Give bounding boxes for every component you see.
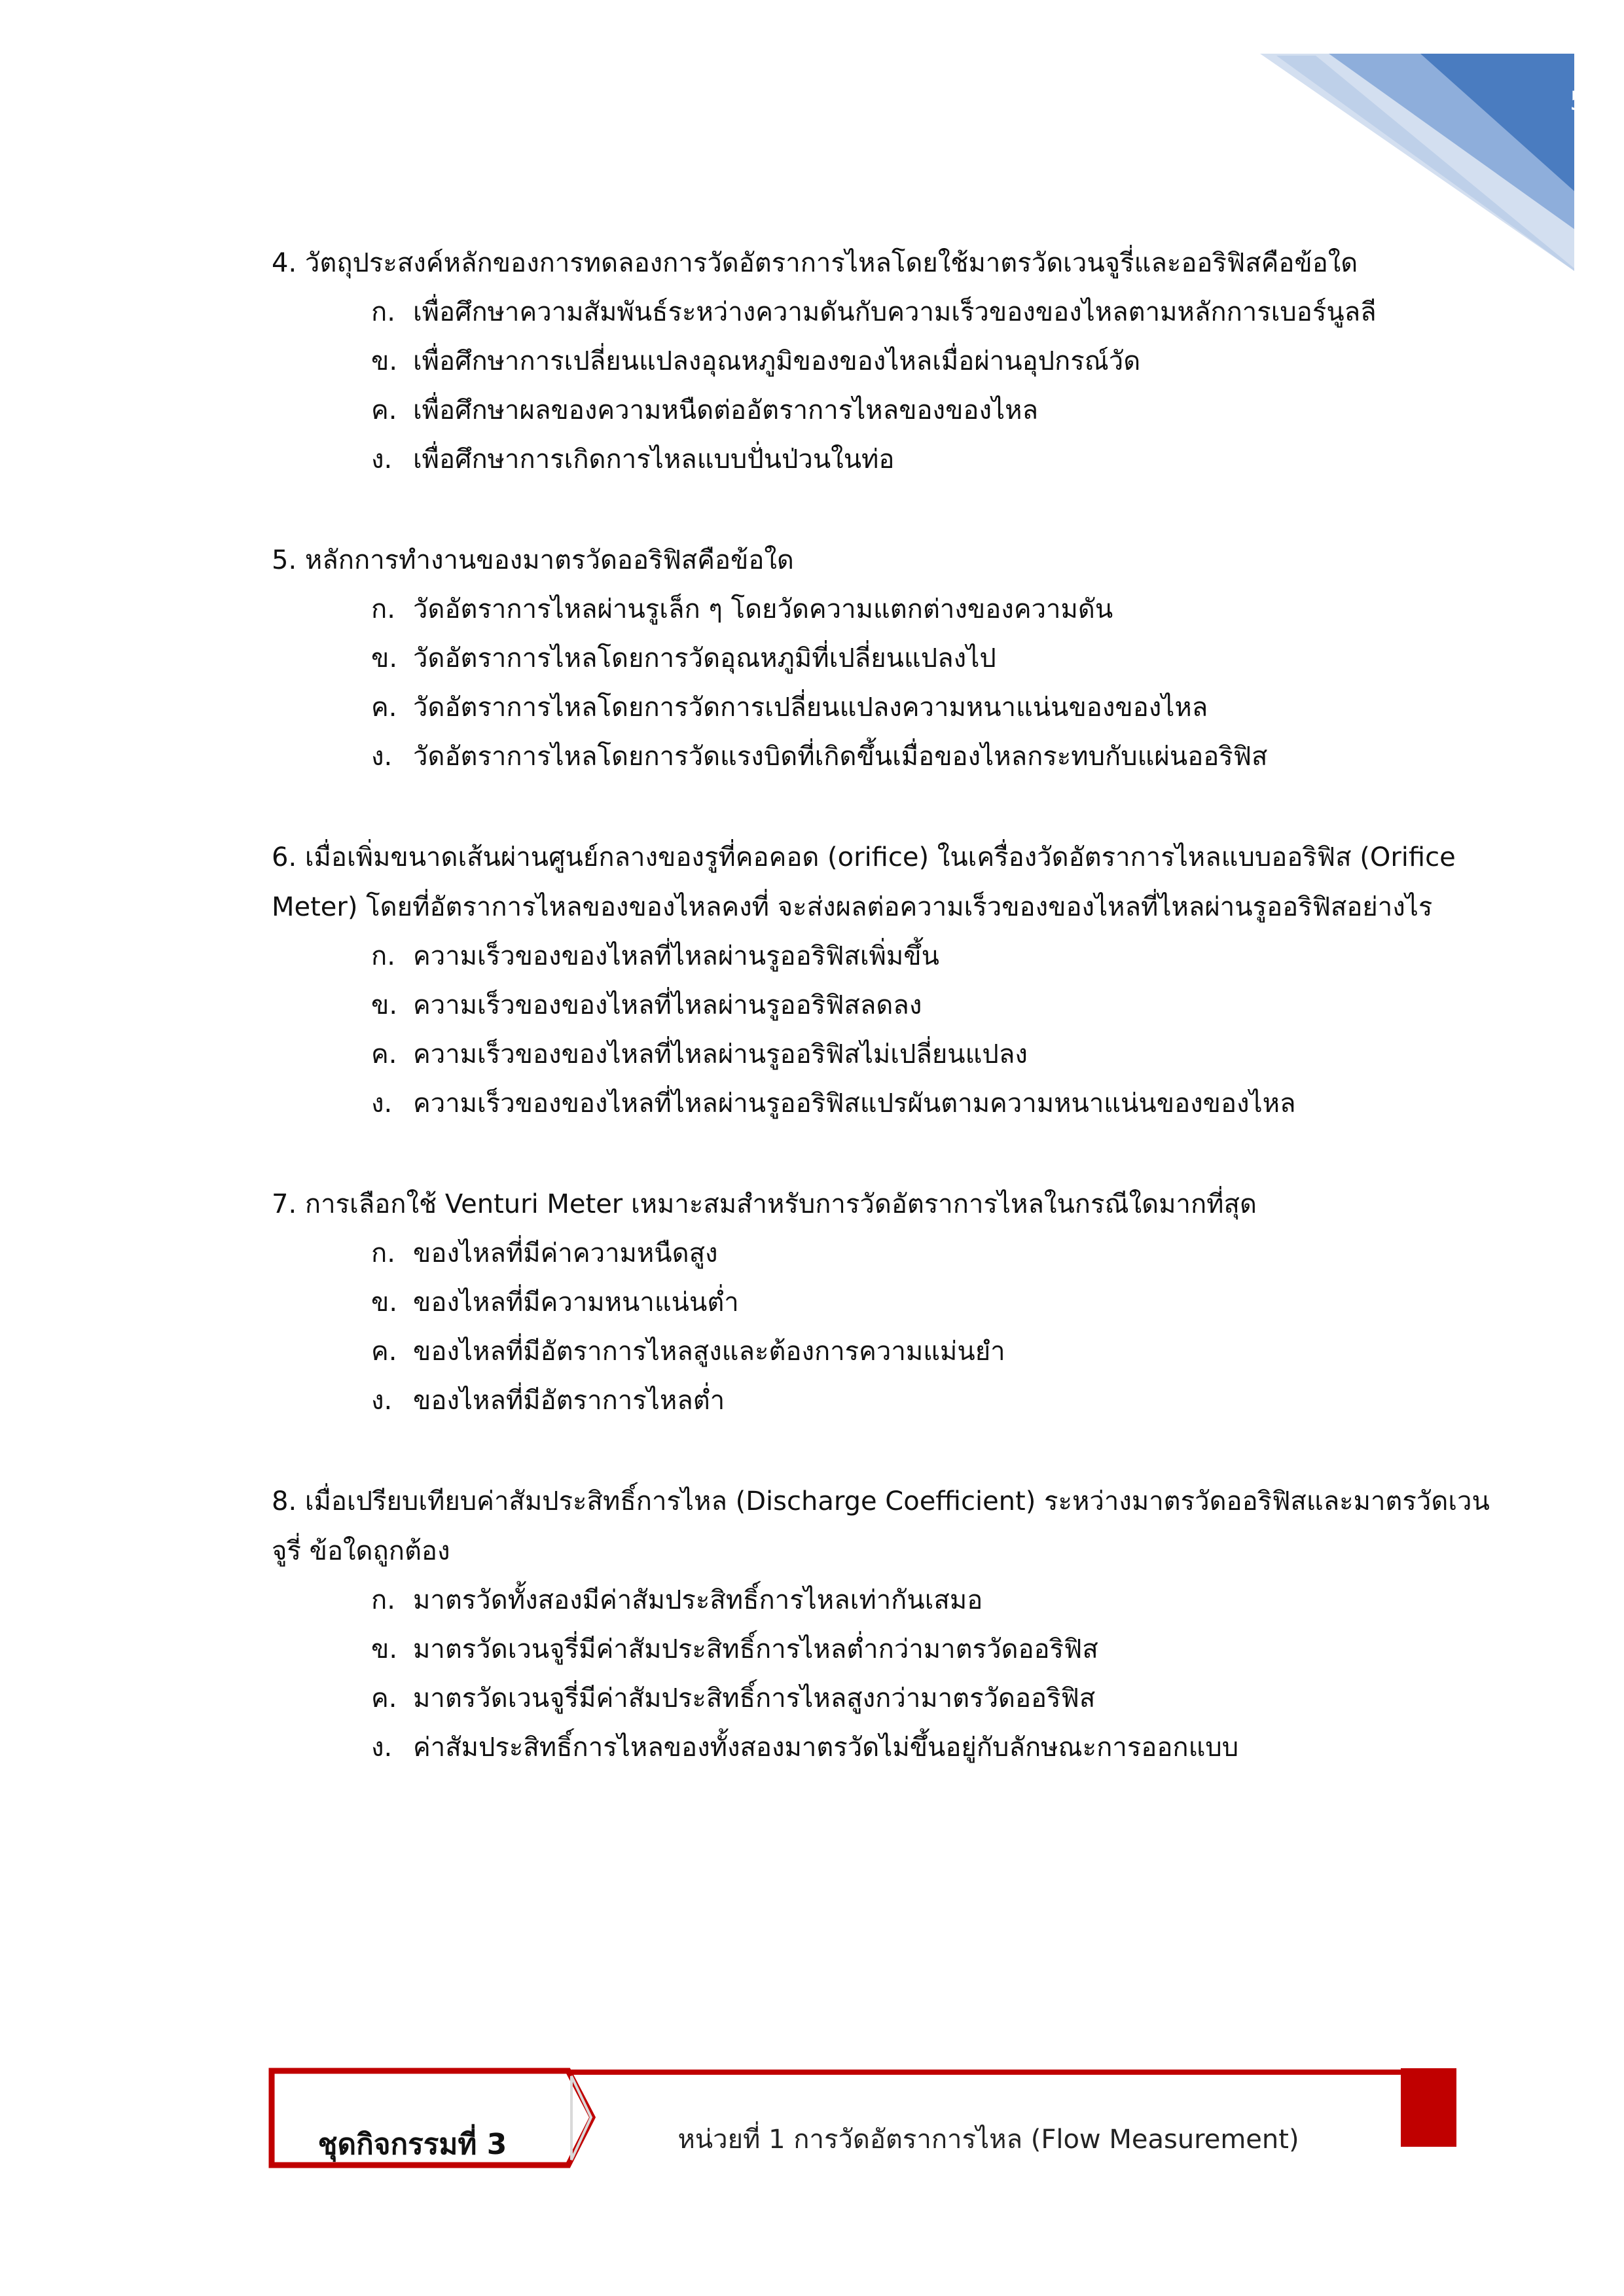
- option-text: ของไหลที่มีอัตราการไหลสูงและต้องการความแม่นยำ: [413, 1336, 1005, 1367]
- question-text: 8. เมื่อเปรียบเทียบค่าสัมประสิทธิ์การไหล (Discharge Coefficient) ระหว่างมาตรวัดออริฟิสและมาตรวัดเวนจูรี่ ข้อใดถูกต้อง: [272, 1486, 1490, 1566]
- option-text: วัดอัตราการไหลโดยการวัดอุณหภูมิที่เปลี่ยนแปลงไป: [413, 643, 996, 673]
- question-text: 5. หลักการทำงานของมาตรวัดออริฟิสคือข้อใด: [272, 545, 794, 575]
- option-text: ความเร็วของของไหลที่ไหลผ่านรูออริฟิสไม่เปลี่ยนแปลง: [413, 1039, 1028, 1069]
- option-text: เพื่อศึกษาการเกิดการไหลแบบปั่นป่วนในท่อ: [413, 444, 895, 475]
- option-text: ของไหลที่มีอัตราการไหลต่ำ: [413, 1386, 725, 1416]
- option-label: ข.: [371, 990, 398, 1020]
- answer-option: [371, 435, 1496, 484]
- activity-label: ชุดกิจกรรมที่ 3: [317, 2128, 507, 2161]
- option-text: มาตรวัดทั้งสองมีค่าสัมประสิทธิ์การไหลเท่ากันเสมอ: [413, 1585, 983, 1615]
- option-text: เพื่อศึกษาความสัมพันธ์ระหว่างความดันกับความเร็วของของไหลตามหลักการเบอร์นูลลี: [413, 297, 1377, 327]
- option-label: ง.: [371, 1088, 393, 1119]
- answer-option: [371, 1674, 1496, 1723]
- option-text: ความเร็วของของไหลที่ไหลผ่านรูออริฟิสเพิ่มขึ้น: [413, 941, 939, 971]
- answer-option: [371, 1625, 1496, 1674]
- option-label: ข.: [371, 1634, 398, 1664]
- question-text: 7. การเลือกใช้ Venturi Meter เหมาะสมสำหรับการวัดอัตราการไหลในกรณีใดมากที่สุด: [272, 1189, 1257, 1219]
- option-text: เพื่อศึกษาผลของความหนืดต่ออัตราการไหลของของไหล: [413, 395, 1038, 425]
- option-label: ข.: [371, 1287, 398, 1318]
- answer-option: [371, 732, 1496, 781]
- footer-red-block: [1401, 2068, 1456, 2147]
- question-block: [272, 1179, 1496, 1426]
- question-block: [272, 238, 1496, 484]
- question-text: 6. เมื่อเพิ่มขนาดเส้นผ่านศูนย์กลางของรูที่คอคอด (orifice) ในเครื่องวัดอัตราการไหลแบบออริฟิส (Orifice Meter) โดยที่อัตราการไหลของของไหลคงที่ จะส่งผลต่อความเร็วของของไหลที่ไหลผ่านรูออริฟิสอย่างไร: [272, 842, 1456, 922]
- option-label: ง.: [371, 1732, 393, 1763]
- unit-title: หน่วยที่ 1 การวัดอัตราการไหล (Flow Measurement): [677, 2125, 1299, 2155]
- option-text: ของไหลที่มีค่าความหนืดสูง: [413, 1238, 718, 1268]
- option-label: ค.: [371, 1039, 397, 1069]
- option-label: ข.: [371, 643, 398, 673]
- answer-option: [371, 386, 1496, 435]
- answer-option: [371, 981, 1496, 1030]
- answer-option: [371, 1723, 1496, 1772]
- option-label: ก.: [371, 941, 395, 971]
- question-text: 4. วัตถุประสงค์หลักของการทดลองการวัดอัตราการไหลโดยใช้มาตรวัดเวนจูรี่และออริฟิสคือข้อใด: [272, 248, 1358, 278]
- option-text: วัดอัตราการไหลโดยการวัดการเปลี่ยนแปลงความหนาแน่นของของไหล: [413, 692, 1208, 723]
- answer-option: [371, 1079, 1496, 1128]
- option-label: ก.: [371, 1238, 395, 1268]
- option-text: ความเร็วของของไหลที่ไหลผ่านรูออริฟิสแปรผันตามความหนาแน่นของของไหล: [413, 1088, 1296, 1119]
- option-text: วัดอัตราการไหลผ่านรูเล็ก ๆ โดยวัดความแตกต่างของความดัน: [413, 594, 1113, 624]
- option-label: ค.: [371, 395, 397, 425]
- option-label: ก.: [371, 1585, 395, 1615]
- option-label: ค.: [371, 1336, 397, 1367]
- option-label: ค.: [371, 692, 397, 723]
- option-label: ค.: [371, 1683, 397, 1713]
- answer-option: [371, 337, 1496, 386]
- answer-option: [371, 634, 1496, 683]
- answer-option: [371, 683, 1496, 732]
- option-label: ง.: [371, 1386, 393, 1416]
- option-label: ง.: [371, 444, 393, 475]
- option-label: ก.: [371, 297, 395, 327]
- option-text: วัดอัตราการไหลโดยการวัดแรงบิดที่เกิดขึ้นเมื่อของไหลกระทบกับแผ่นออริฟิส: [413, 742, 1268, 772]
- answer-option: [371, 1229, 1496, 1278]
- page-number: 59: [1570, 86, 1603, 117]
- question-block: [272, 535, 1496, 781]
- option-text: ของไหลที่มีความหนาแน่นต่ำ: [413, 1287, 739, 1318]
- option-label: ก.: [371, 594, 395, 624]
- answer-option: [371, 932, 1496, 981]
- option-text: ความเร็วของของไหลที่ไหลผ่านรูออริฟิสลดลง: [413, 990, 922, 1020]
- option-label: ข.: [371, 346, 398, 376]
- option-text: มาตรวัดเวนจูรี่มีค่าสัมประสิทธิ์การไหลต่ำกว่ามาตรวัดออริฟิส: [413, 1634, 1098, 1664]
- question-list: [272, 238, 1496, 1823]
- corner-decoration: [0, 0, 1624, 275]
- answer-option: [371, 585, 1496, 634]
- answer-option: [371, 1376, 1496, 1426]
- answer-option: [371, 288, 1496, 337]
- answer-option: [371, 1576, 1496, 1625]
- answer-option: [371, 1030, 1496, 1079]
- option-text: มาตรวัดเวนจูรี่มีค่าสัมประสิทธิ์การไหลสูงกว่ามาตรวัดออริฟิส: [413, 1683, 1096, 1713]
- question-block: [272, 833, 1496, 1128]
- option-text: ค่าสัมประสิทธิ์การไหลของทั้งสองมาตรวัดไม่ขึ้นอยู่กับลักษณะการออกแบบ: [413, 1732, 1239, 1763]
- option-text: เพื่อศึกษาการเปลี่ยนแปลงอุณหภูมิของของไหลเมื่อผ่านอุปกรณ์วัด: [413, 346, 1141, 376]
- option-label: ง.: [371, 742, 393, 772]
- answer-option: [371, 1327, 1496, 1376]
- answer-option: [371, 1278, 1496, 1327]
- question-block: [272, 1477, 1496, 1772]
